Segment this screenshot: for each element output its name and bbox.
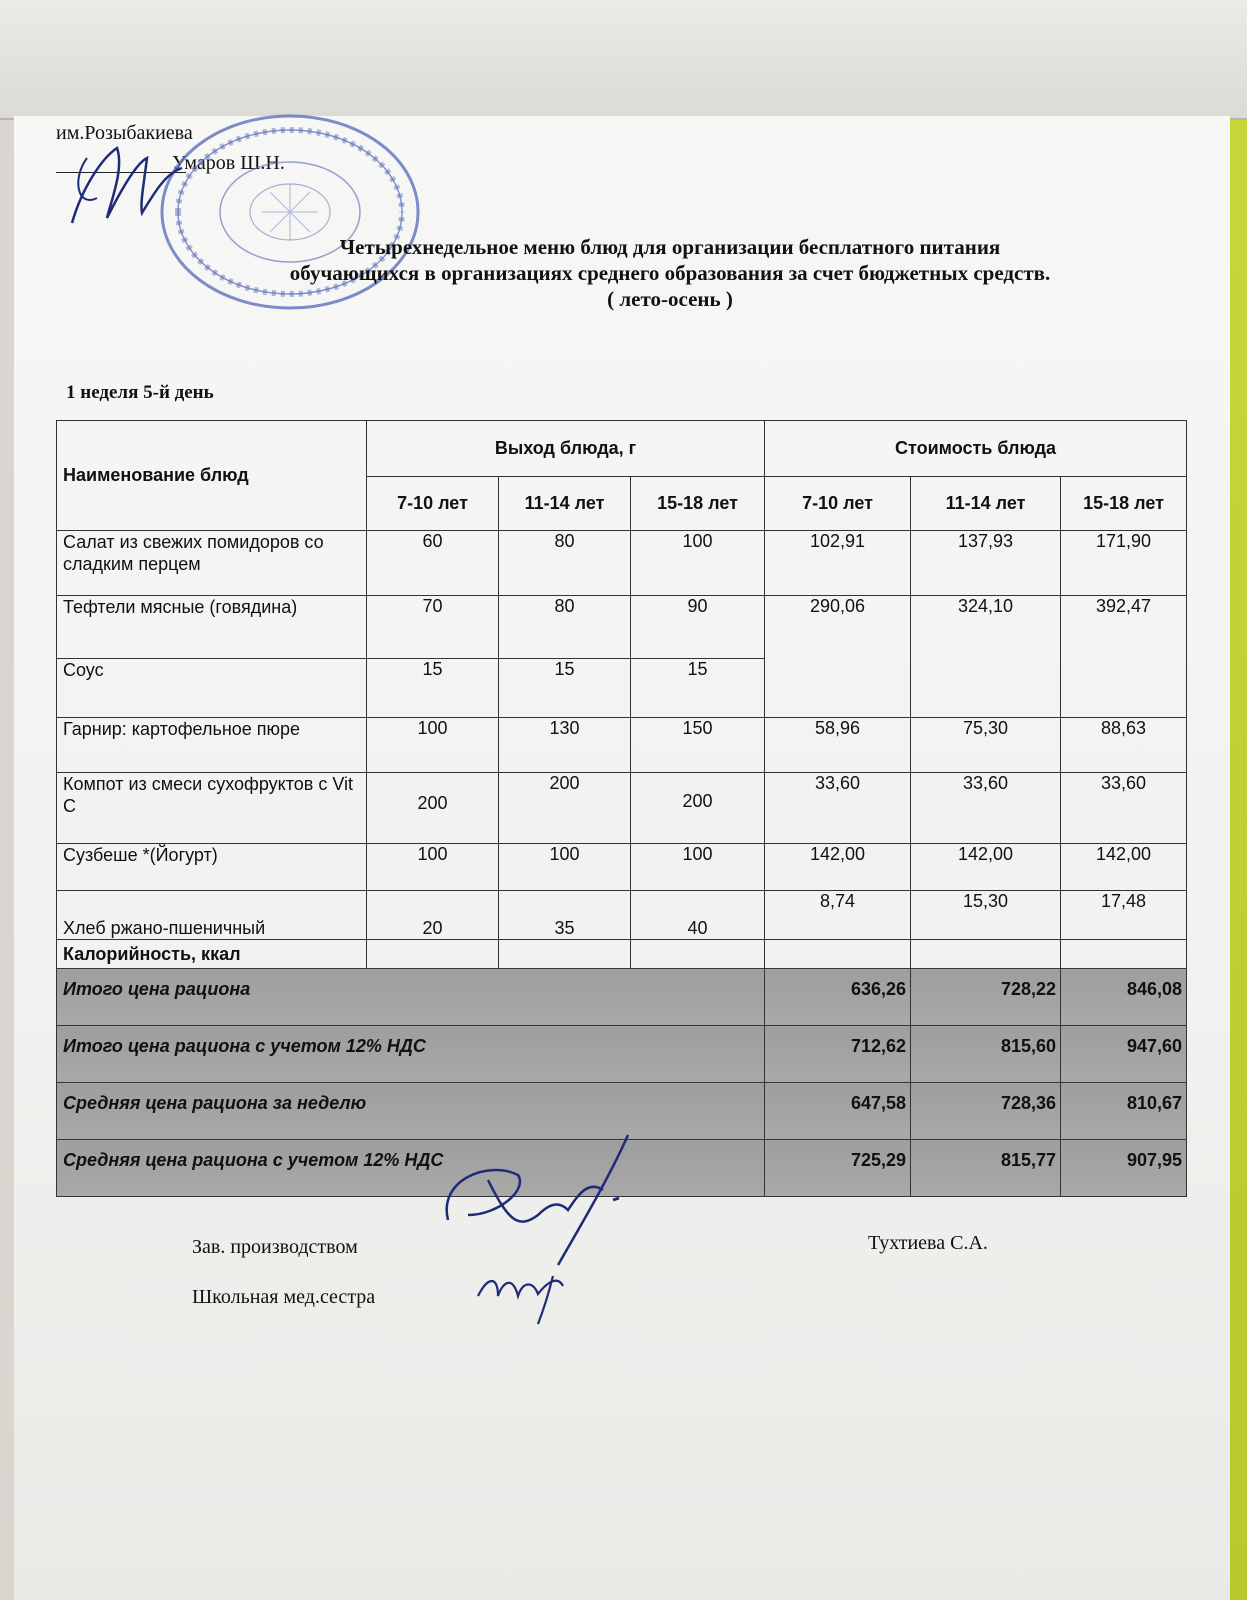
output-value: 40 xyxy=(631,891,765,940)
total-row xyxy=(57,1026,1187,1083)
table-row xyxy=(57,596,1187,659)
output-value: 35 xyxy=(499,891,631,940)
faded-back-text xyxy=(40,18,1200,40)
table-row xyxy=(57,844,1187,891)
cost-value: 142,00 xyxy=(1061,844,1187,891)
total-label: Итого цена рациона с учетом 12% НДС xyxy=(57,1026,765,1083)
cost-value: 142,00 xyxy=(911,844,1061,891)
total-value: 728,36 xyxy=(911,1083,1061,1140)
total-value: 815,77 xyxy=(911,1140,1061,1197)
production-head-role: Зав. производством xyxy=(192,1236,358,1258)
total-value: 815,60 xyxy=(911,1026,1061,1083)
total-value: 725,29 xyxy=(765,1140,911,1197)
total-value: 846,08 xyxy=(1061,969,1187,1026)
cost-value: 392,47 xyxy=(1061,596,1187,718)
total-label: Средняя цена рациона с учетом 12% НДС xyxy=(57,1140,765,1197)
nurse-signature-icon xyxy=(468,1256,578,1326)
school-name: им.Розыбакиева xyxy=(56,122,193,144)
dish-name: Салат из свежих помидоров со сладким перцем xyxy=(57,531,367,596)
total-value: 712,62 xyxy=(765,1026,911,1083)
table-row xyxy=(57,891,1187,940)
output-value: 15 xyxy=(631,659,765,718)
output-value: 70 xyxy=(367,596,499,659)
output-value: 200 xyxy=(499,773,631,844)
cost-value: 137,93 xyxy=(911,531,1061,596)
calories-row xyxy=(57,940,1187,969)
dish-name: Соус xyxy=(57,659,367,718)
table-row xyxy=(57,773,1187,844)
dish-name: Сузбеше *(Йогурт) xyxy=(57,844,367,891)
table-row xyxy=(57,718,1187,773)
output-value: 20 xyxy=(367,891,499,940)
cost-value: 58,96 xyxy=(765,718,911,773)
production-signature-icon xyxy=(428,1120,648,1270)
title-line-2: обучающихся в организациях среднего образования за счет бюджетных средств. xyxy=(289,261,1051,285)
cost-age-header: 11-14 лет xyxy=(911,477,1061,531)
title-line-1: Четырехнедельное меню блюд для организации бесплатного питания xyxy=(339,235,1001,259)
week-day-label: 1 неделя 5-й день xyxy=(66,382,214,403)
output-value: 15 xyxy=(499,659,631,718)
cost-value: 33,60 xyxy=(765,773,911,844)
cost-value: 33,60 xyxy=(1061,773,1187,844)
dish-name-header: Наименование блюд xyxy=(57,421,367,531)
director-signature-icon xyxy=(62,128,192,238)
total-value: 947,60 xyxy=(1061,1026,1187,1083)
total-label: Средняя цена рациона за неделю xyxy=(57,1083,765,1140)
output-header: Выход блюда, г xyxy=(367,421,765,477)
cost-age-header: 15-18 лет xyxy=(1061,477,1187,531)
dish-name: Тефтели мясные (говядина) xyxy=(57,596,367,659)
output-value: 200 xyxy=(631,773,765,844)
calories-label: Калорийность, ккал xyxy=(57,940,367,969)
output-value: 100 xyxy=(631,531,765,596)
menu-table xyxy=(56,420,1187,1197)
dish-name: Компот из смеси сухофруктов с Vit C xyxy=(57,773,367,844)
table-row xyxy=(57,531,1187,596)
total-label: Итого цена рациона xyxy=(57,969,765,1026)
output-value: 100 xyxy=(631,844,765,891)
output-value: 90 xyxy=(631,596,765,659)
output-value: 80 xyxy=(499,596,631,659)
cost-value: 324,10 xyxy=(911,596,1061,718)
production-head-name: Тухтиева С.А. xyxy=(868,1232,988,1254)
total-value: 647,58 xyxy=(765,1083,911,1140)
cost-value: 290,06 xyxy=(765,596,911,718)
cost-age-header: 7-10 лет xyxy=(765,477,911,531)
output-age-header: 11-14 лет xyxy=(499,477,631,531)
output-age-header: 7-10 лет xyxy=(367,477,499,531)
cost-value: 88,63 xyxy=(1061,718,1187,773)
cost-value: 102,91 xyxy=(765,531,911,596)
cost-value: 17,48 xyxy=(1061,891,1187,940)
total-value: 907,95 xyxy=(1061,1140,1187,1197)
total-value: 728,22 xyxy=(911,969,1061,1026)
total-row xyxy=(57,969,1187,1026)
school-nurse-role: Школьная мед.сестра xyxy=(192,1286,376,1308)
cost-value: 8,74 xyxy=(765,891,911,940)
document-title xyxy=(140,234,1200,312)
cost-value: 15,30 xyxy=(911,891,1061,940)
title-season: ( лето-осень ) xyxy=(607,287,733,311)
output-value: 100 xyxy=(367,844,499,891)
dish-name: Хлеб ржано-пшеничный xyxy=(57,891,367,940)
output-value: 100 xyxy=(367,718,499,773)
folded-sheet-above xyxy=(0,0,1247,120)
output-value: 100 xyxy=(499,844,631,891)
cost-value: 33,60 xyxy=(911,773,1061,844)
output-value: 200 xyxy=(367,773,499,844)
output-value: 80 xyxy=(499,531,631,596)
output-value: 60 xyxy=(367,531,499,596)
green-folder-edge xyxy=(1230,120,1247,1600)
total-value: 810,67 xyxy=(1061,1083,1187,1140)
output-age-header: 15-18 лет xyxy=(631,477,765,531)
output-value: 130 xyxy=(499,718,631,773)
total-value: 636,26 xyxy=(765,969,911,1026)
cost-value: 171,90 xyxy=(1061,531,1187,596)
dish-name: Гарнир: картофельное пюре xyxy=(57,718,367,773)
cost-header: Стоимость блюда xyxy=(765,421,1187,477)
director-name: Умаров Ш.Н. xyxy=(172,152,285,174)
cost-value: 142,00 xyxy=(765,844,911,891)
output-value: 15 xyxy=(367,659,499,718)
cost-value: 75,30 xyxy=(911,718,1061,773)
output-value: 150 xyxy=(631,718,765,773)
